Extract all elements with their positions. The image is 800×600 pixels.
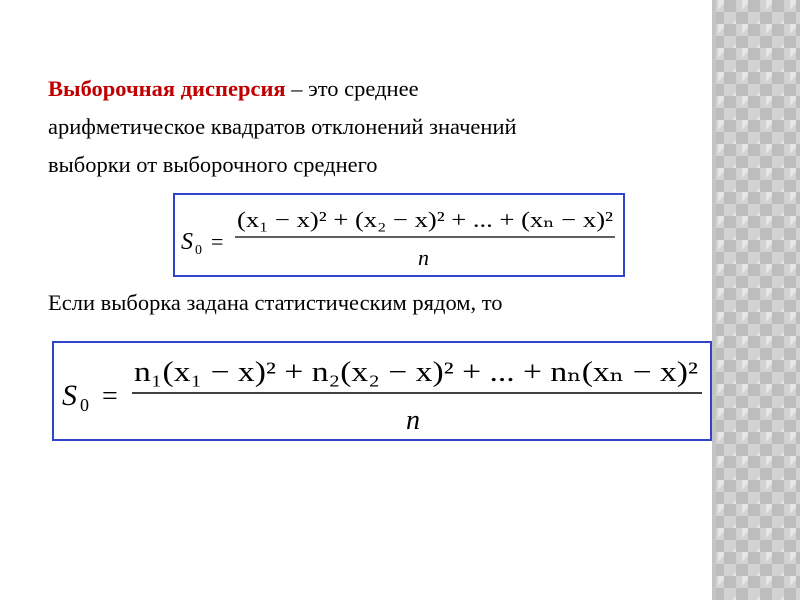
formula1-lhs-subscript: 0 — [195, 243, 202, 258]
formula2-lhs-subscript: 0 — [80, 395, 89, 415]
formula2-denominator: n — [406, 405, 420, 436]
formula2-equals: = — [102, 381, 118, 412]
series-variance-formula — [54, 343, 710, 439]
formula2-lhs-symbol: S — [62, 379, 77, 412]
side-pattern-edge — [712, 0, 716, 600]
series-paragraph: Если выборка задана статистическим рядом, то — [48, 290, 503, 315]
definition-text-line1: – это среднее — [285, 76, 419, 101]
definition-text-line2: арифметическое квадратов отклонений значений — [48, 114, 517, 139]
series-variance-formula-box — [52, 341, 712, 441]
definition-paragraph — [48, 70, 708, 184]
formula1-lhs-symbol: S — [181, 229, 193, 255]
variance-formula-box — [173, 193, 625, 277]
formula1-numerator — [237, 207, 613, 232]
variance-formula — [175, 195, 623, 275]
formula2-numerator — [134, 357, 698, 388]
definition-text-line3: выборки от выборочного среднего — [48, 152, 378, 177]
formula1-denominator: n — [418, 245, 429, 270]
formula2-numerator-text: n₁(x₁ − x)² + n₂(x₂ − x)² + ... + nₙ(xₙ − x)² — [134, 357, 698, 388]
decorative-side-pattern — [712, 0, 800, 600]
definition-term: Выборочная дисперсия — [48, 76, 286, 101]
formula1-equals: = — [211, 229, 224, 254]
formula1-numerator-text: (x₁ − x)² + (x₂ − x)² + ... + (xₙ − x)² — [237, 207, 614, 232]
